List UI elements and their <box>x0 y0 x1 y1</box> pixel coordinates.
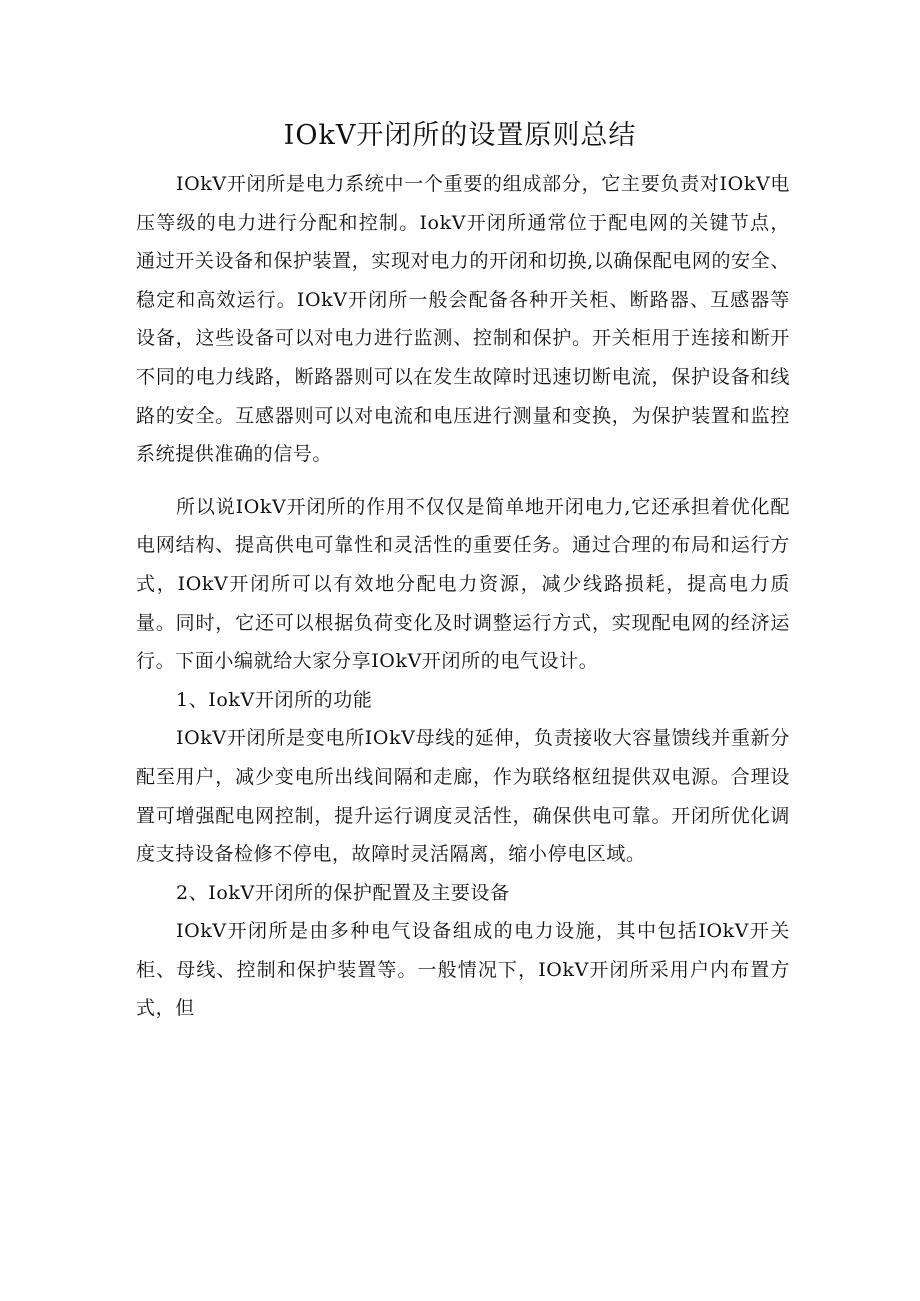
paragraph-protection: IOkV开闭所是由多种电气设备组成的电力设施，其中包括IOkV开关柜、母线、控制和保护装置等。一般情况下，IOkV开闭所采用户内布置方式，但 <box>136 920 790 1020</box>
section-heading-protection: 2、IokV开闭所的保护配置及主要设备 <box>176 881 510 904</box>
section-heading-functions: 1、IokV开闭所的功能 <box>176 688 373 711</box>
page-title: IOkV开闭所的设置原则总结 <box>283 120 637 151</box>
paragraph-gap <box>136 474 790 488</box>
paragraph-role: 所以说IOkV开闭所的作用不仅仅是简单地开闭电力,它还承担着优化配电网结构、提高供电可靠性和灵活性的重要任务。通过合理的布局和运行方式，IOkV开闭所可以有效地分配电力资源，减少线路损耗，提高电力质量。同时，它还可以根据负荷变化及时调整运行方式，实现配电网的经济运行。下面小编就给大家分享IOkV开闭所的电气设计。 <box>136 495 790 673</box>
document-body <box>136 165 790 1028</box>
paragraph-functions: IOkV开闭所是变电所IOkV母线的延伸，负责接收大容量馈线并重新分配至用户，减少变电所出线间隔和走廊，作为联络枢纽提供双电源。合理设置可增强配电网控制，提升运行调度灵活性，确保供电可靠。开闭所优化调度支持设备检修不停电，故障时灵活隔离，缩小停电区域。 <box>136 727 790 866</box>
paragraph-intro: IOkV开闭所是电力系统中一个重要的组成部分，它主要负责对IOkV电压等级的电力进行分配和控制。IokV开闭所通常位于配电网的关键节点，通过开关设备和保护装置，实现对电力的开闭和切换,以确保配电网的安全、稳定和高效运行。IOkV开闭所一般会配备各种开关柜、断路器、互感器等设备，这些设备可以对电力进行监测、控制和保护。开关柜用于连接和断开不同的电力线路，断路器则可以在发生故障时迅速切断电流，保护设备和线路的安全。互感器则可以对电流和电压进行测量和变换，为保护装置和监控系统提供准确的信号。 <box>136 173 790 466</box>
